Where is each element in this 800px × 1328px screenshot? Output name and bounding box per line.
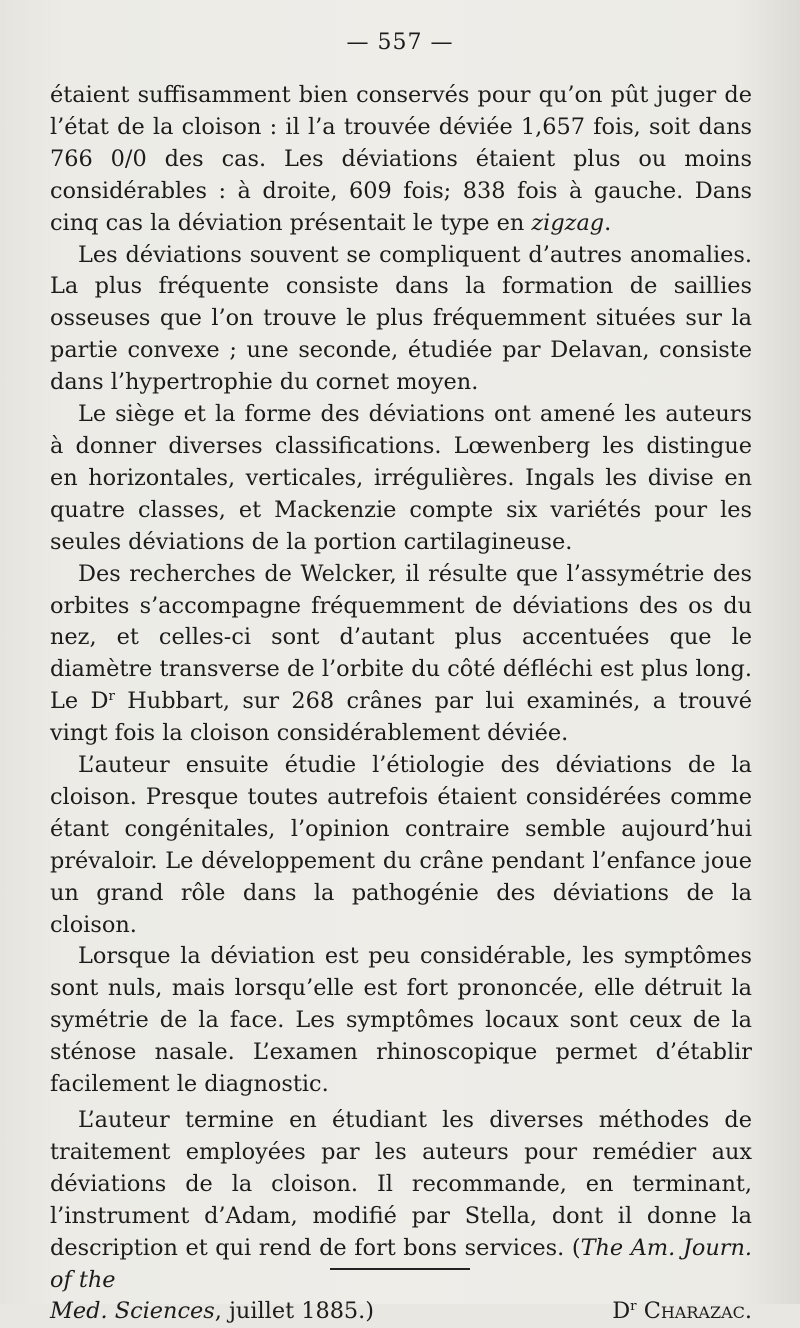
citation-signature-line bbox=[50, 1296, 752, 1328]
paragraph-7-text: L’auteur termine en étudiant les diverses méthodes de traitement employées par les auteurs pour remédier aux déviations de la cloison. Il recommande, en terminant, l’instrument d’Adam, modifié par Stella, dont il donne la description et qui rend de fort bons services. ( bbox=[50, 1107, 752, 1261]
page-number: — 557 — bbox=[346, 30, 454, 55]
paragraph-2: Les déviations souvent se compliquent d’autres anomalies. La plus fréquente consiste dans la formation de saillies osseuses que l’on trouve le plus fréquemment situées sur la partie convexe ; une seconde, étudiée par Delavan, consiste dans l’hypertrophie du cornet moyen. bbox=[50, 241, 752, 396]
paragraph-1-text: étaient suffisamment bien conservés pour qu’on pût juger de l’état de la cloison : il l’a trouvée déviée 1,657 fois, soit dans 766 0/0 des cas. Les déviations étaient plus ou moins considérables : à droite, 609 fois; 838 fois à gauche. Dans cinq cas la déviation présentait le type en bbox=[50, 82, 752, 236]
paragraph-4-text-b: Hubbart, sur 268 crânes par lui examinés, a trouvé vingt fois la cloison considérablement déviée. bbox=[50, 688, 752, 747]
journal-title-end: Med. Sciences bbox=[50, 1298, 215, 1325]
journal-title-part: The Am. Journ. of the bbox=[50, 1234, 752, 1293]
closing-rule bbox=[330, 1268, 470, 1270]
paragraph-1-end: . bbox=[604, 209, 612, 236]
paragraph-4-text-a: Des recherches de Welcker, il résulte que l’assymétrie des orbites s’accompagne fréquemment de déviations des os du nez, et celles-ci sont d’autant plus accentuées que le diamètre transverse de l’orbite du côté défléchi est plus long. Le D bbox=[50, 560, 752, 715]
paragraph-4 bbox=[50, 559, 752, 750]
paragraph-5: L’auteur ensuite étudie l’étiologie des déviations de la cloison. Presque toutes autrefois étaient considérées comme étant congénitales, l’opinion contraire semble aujourd’hui prévaloir. Le développement du crâne pendant l’enfance joue un grand rôle dans la pathogénie des déviations de la cloison. bbox=[50, 752, 752, 938]
italic-term: zigzag bbox=[531, 209, 605, 236]
citation-date: , juillet 1885.) bbox=[214, 1298, 375, 1325]
paragraph-3: Le siège et la forme des déviations ont amené les auteurs à donner diverses classifications. Lœwenberg les distingue en horizontales, verticales, irrégulières. Ingals les divise en quatre classes, et Mackenzie compte six variétés pour les seules déviations de la portion cartilagineuse. bbox=[50, 401, 752, 555]
paragraph-6: Lorsque la déviation est peu considérable, les symptômes sont nuls, mais lorsqu’elle est fort prononcée, elle détruit la symétrie de la face. Les symptômes locaux sont ceux de la sténose nasale. L’examen rhinoscopique permet d’établir facilement le diagnostic. bbox=[50, 943, 752, 1098]
signature-sup: r bbox=[630, 1299, 637, 1315]
signature bbox=[612, 1296, 752, 1328]
signature-prefix: D bbox=[612, 1298, 631, 1325]
signature-name: Charazac. bbox=[643, 1298, 752, 1325]
citation bbox=[50, 1296, 374, 1328]
body-text bbox=[50, 80, 752, 1328]
paragraph-1 bbox=[50, 80, 752, 240]
doctor-abbrev-sup: r bbox=[108, 689, 115, 705]
